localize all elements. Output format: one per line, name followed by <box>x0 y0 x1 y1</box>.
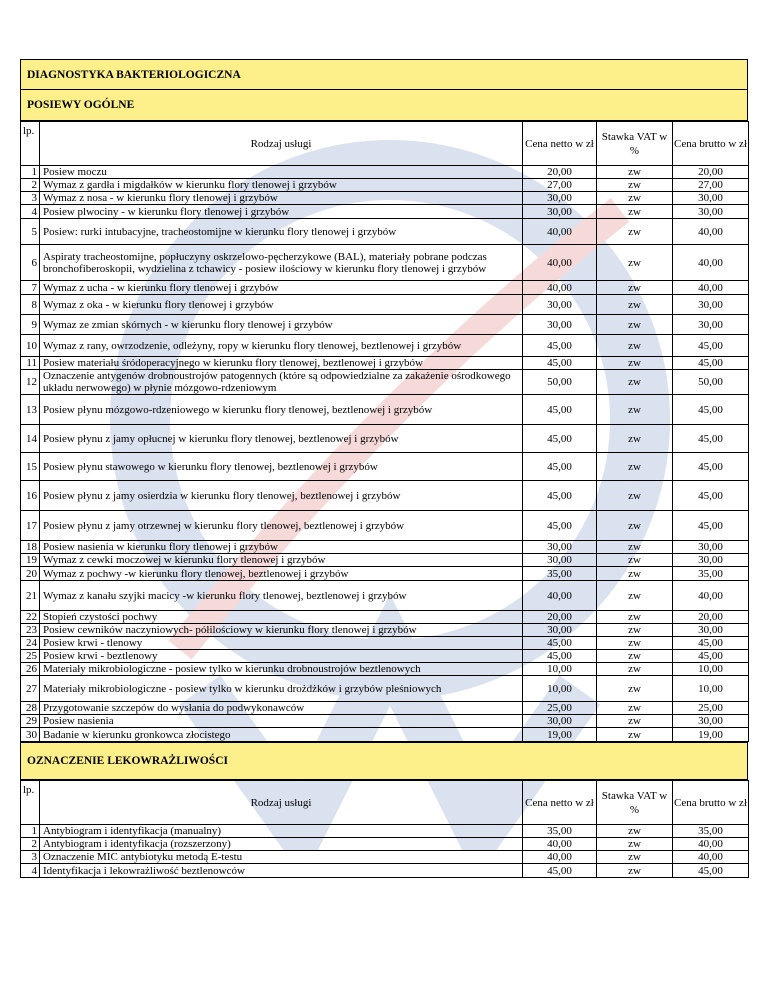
table-header-2 <box>21 781 749 825</box>
service-name: Wymaz z cewki moczowej w kierunku flory tlenowej i grzybów <box>40 554 523 567</box>
gross-price: 30,00 <box>673 192 749 205</box>
gross-price: 30,00 <box>673 295 749 315</box>
row-number: 2 <box>21 838 40 851</box>
table-row <box>21 567 749 581</box>
table-row <box>21 541 749 554</box>
net-price: 50,00 <box>523 370 597 395</box>
gross-price: 45,00 <box>673 425 749 453</box>
vat-rate: zw <box>597 370 673 395</box>
service-name: Posiew moczu <box>40 166 523 179</box>
row-number: 6 <box>21 245 40 281</box>
vat-rate: zw <box>597 702 673 715</box>
net-price: 10,00 <box>523 676 597 702</box>
section-title: DIAGNOSTYKA BAKTERIOLOGICZNA <box>20 59 748 90</box>
gross-price: 35,00 <box>673 567 749 581</box>
vat-rate: zw <box>597 245 673 281</box>
gross-price: 35,00 <box>673 825 749 838</box>
table-row <box>21 192 749 205</box>
vat-rate: zw <box>597 611 673 624</box>
vat-rate: zw <box>597 205 673 219</box>
table-row <box>21 219 749 245</box>
row-number: 1 <box>21 166 40 179</box>
row-number: 28 <box>21 702 40 715</box>
service-name: Posiew materiału śródoperacyjnego w kierunku flory tlenowej, beztlenowej i grzybów <box>40 357 523 370</box>
net-price: 45,00 <box>523 637 597 650</box>
table-row <box>21 851 749 864</box>
row-number: 18 <box>21 541 40 554</box>
table-row <box>21 281 749 295</box>
gross-price: 45,00 <box>673 864 749 878</box>
vat-rate: zw <box>597 650 673 663</box>
net-price: 45,00 <box>523 335 597 357</box>
vat-rate: zw <box>597 676 673 702</box>
vat-rate: zw <box>597 825 673 838</box>
row-number: 25 <box>21 650 40 663</box>
header-lp: lp. <box>21 122 40 166</box>
table-row <box>21 357 749 370</box>
table-row <box>21 481 749 511</box>
gross-price: 40,00 <box>673 245 749 281</box>
table-row <box>21 511 749 541</box>
header-vat: Stawka VAT w % <box>597 122 673 166</box>
net-price: 27,00 <box>523 179 597 192</box>
gross-price: 45,00 <box>673 357 749 370</box>
row-number: 17 <box>21 511 40 541</box>
gross-price: 10,00 <box>673 663 749 676</box>
service-name: Materiały mikrobiologiczne - posiew tylko w kierunku drożdżków i grzybów pleśniowych <box>40 676 523 702</box>
vat-rate: zw <box>597 335 673 357</box>
row-number: 5 <box>21 219 40 245</box>
gross-price: 45,00 <box>673 650 749 663</box>
table-row <box>21 335 749 357</box>
row-number: 20 <box>21 567 40 581</box>
vat-rate: zw <box>597 295 673 315</box>
table-header <box>21 122 749 166</box>
header-service: Rodzaj usługi <box>40 122 523 166</box>
row-number: 12 <box>21 370 40 395</box>
gross-price: 40,00 <box>673 581 749 611</box>
vat-rate: zw <box>597 511 673 541</box>
price-table-2 <box>20 780 749 878</box>
table-row <box>21 825 749 838</box>
vat-rate: zw <box>597 567 673 581</box>
vat-rate: zw <box>597 481 673 511</box>
vat-rate: zw <box>597 864 673 878</box>
net-price: 45,00 <box>523 481 597 511</box>
service-name: Oznaczenie antygenów drobnoustrojów patogennych (które są odpowiedzialne za zakażenie ośrodkowego układu nerwowego) w płynie mózgowo-rdzeniowym <box>40 370 523 395</box>
gross-price: 25,00 <box>673 702 749 715</box>
service-name: Posiew krwi - tlenowy <box>40 637 523 650</box>
net-price: 30,00 <box>523 715 597 728</box>
vat-rate: zw <box>597 838 673 851</box>
table-row <box>21 453 749 481</box>
gross-price: 20,00 <box>673 166 749 179</box>
table-row <box>21 715 749 728</box>
row-number: 4 <box>21 864 40 878</box>
service-name: Materiały mikrobiologiczne - posiew tylko w kierunku drobnoustrojów beztlenowych <box>40 663 523 676</box>
vat-rate: zw <box>597 179 673 192</box>
table-row <box>21 838 749 851</box>
service-name: Wymaz z oka - w kierunku flory tlenowej i grzybów <box>40 295 523 315</box>
gross-price: 30,00 <box>673 624 749 637</box>
row-number: 2 <box>21 179 40 192</box>
row-number: 30 <box>21 728 40 742</box>
net-price: 30,00 <box>523 295 597 315</box>
net-price: 20,00 <box>523 611 597 624</box>
table-row <box>21 624 749 637</box>
service-name: Posiew płynu z jamy osierdzia w kierunku flory tlenowej, beztlenowej i grzybów <box>40 481 523 511</box>
table-row <box>21 554 749 567</box>
net-price: 19,00 <box>523 728 597 742</box>
gross-price: 40,00 <box>673 281 749 295</box>
vat-rate: zw <box>597 219 673 245</box>
row-number: 19 <box>21 554 40 567</box>
vat-rate: zw <box>597 281 673 295</box>
service-name: Antybiogram i identyfikacja (manualny) <box>40 825 523 838</box>
gross-price: 20,00 <box>673 611 749 624</box>
service-name: Wymaz z rany, owrzodzenie, odleżyny, ropy w kierunku flory tlenowej, beztlenowej i grzybów <box>40 335 523 357</box>
net-price: 40,00 <box>523 219 597 245</box>
gross-price: 30,00 <box>673 715 749 728</box>
table-row <box>21 581 749 611</box>
gross-price: 40,00 <box>673 851 749 864</box>
service-name: Wymaz z ucha - w kierunku flory tlenowej i grzybów <box>40 281 523 295</box>
net-price: 30,00 <box>523 205 597 219</box>
gross-price: 30,00 <box>673 205 749 219</box>
vat-rate: zw <box>597 637 673 650</box>
row-number: 9 <box>21 315 40 335</box>
service-name: Posiew nasienia w kierunku flory tlenowej i grzybów <box>40 541 523 554</box>
net-price: 30,00 <box>523 624 597 637</box>
gross-price: 40,00 <box>673 838 749 851</box>
service-name: Identyfikacja i lekowrażliwość beztlenowców <box>40 864 523 878</box>
service-name: Posiew: rurki intubacyjne, tracheostomijne w kierunku flory tlenowej i grzybów <box>40 219 523 245</box>
vat-rate: zw <box>597 624 673 637</box>
service-name: Badanie w kierunku gronkowca złocistego <box>40 728 523 742</box>
row-number: 14 <box>21 425 40 453</box>
net-price: 40,00 <box>523 581 597 611</box>
net-price: 30,00 <box>523 554 597 567</box>
service-name: Aspiraty tracheostomijne, popłuczyny oskrzelowo-pęcherzykowe (BAL), materiały pobrane podczas bronchofiberoskopii, wydzielina z tchawicy - posiew ilościowy w kierunku flory tlenowej i grzybów <box>40 245 523 281</box>
row-number: 27 <box>21 676 40 702</box>
row-number: 16 <box>21 481 40 511</box>
net-price: 45,00 <box>523 864 597 878</box>
gross-price: 40,00 <box>673 219 749 245</box>
table-row <box>21 245 749 281</box>
service-name: Wymaz z gardła i migdałków w kierunku flory tlenowej i grzybów <box>40 179 523 192</box>
row-number: 11 <box>21 357 40 370</box>
net-price: 45,00 <box>523 511 597 541</box>
gross-price: 45,00 <box>673 335 749 357</box>
table-row <box>21 425 749 453</box>
vat-rate: zw <box>597 715 673 728</box>
net-price: 35,00 <box>523 567 597 581</box>
table-row <box>21 676 749 702</box>
gross-price: 27,00 <box>673 179 749 192</box>
net-price: 30,00 <box>523 315 597 335</box>
row-number: 21 <box>21 581 40 611</box>
row-number: 22 <box>21 611 40 624</box>
header-net: Cena netto w zł <box>523 122 597 166</box>
service-name: Stopień czystości pochwy <box>40 611 523 624</box>
table-row <box>21 295 749 315</box>
row-number: 7 <box>21 281 40 295</box>
header-gross: Cena brutto w zł <box>673 122 749 166</box>
net-price: 40,00 <box>523 851 597 864</box>
table-row <box>21 395 749 425</box>
service-name: Antybiogram i identyfikacja (rozszerzony) <box>40 838 523 851</box>
gross-price: 45,00 <box>673 637 749 650</box>
net-price: 40,00 <box>523 281 597 295</box>
header-gross: Cena brutto w zł <box>673 781 749 825</box>
table-row <box>21 663 749 676</box>
row-number: 26 <box>21 663 40 676</box>
vat-rate: zw <box>597 315 673 335</box>
vat-rate: zw <box>597 425 673 453</box>
table-row <box>21 864 749 878</box>
table-row <box>21 611 749 624</box>
row-number: 29 <box>21 715 40 728</box>
service-name: Posiew płynu mózgowo-rdzeniowego w kierunku flory tlenowej, beztlenowej i grzybów <box>40 395 523 425</box>
table-row <box>21 702 749 715</box>
net-price: 45,00 <box>523 650 597 663</box>
row-number: 3 <box>21 192 40 205</box>
net-price: 25,00 <box>523 702 597 715</box>
price-table <box>20 121 749 742</box>
gross-price: 30,00 <box>673 315 749 335</box>
service-name: Posiew plwociny - w kierunku flory tlenowej i grzybów <box>40 205 523 219</box>
table-row <box>21 728 749 742</box>
vat-rate: zw <box>597 554 673 567</box>
row-number: 13 <box>21 395 40 425</box>
price-list <box>20 59 748 878</box>
row-number: 23 <box>21 624 40 637</box>
table-row <box>21 637 749 650</box>
row-number: 10 <box>21 335 40 357</box>
net-price: 40,00 <box>523 245 597 281</box>
vat-rate: zw <box>597 851 673 864</box>
service-name: Wymaz z nosa - w kierunku flory tlenowej i grzybów <box>40 192 523 205</box>
gross-price: 30,00 <box>673 554 749 567</box>
service-name: Posiew płynu z jamy opłucnej w kierunku flory tlenowej, beztlenowej i grzybów <box>40 425 523 453</box>
net-price: 30,00 <box>523 541 597 554</box>
net-price: 40,00 <box>523 838 597 851</box>
second-section-title: OZNACZENIE LEKOWRAŻLIWOŚCI <box>20 742 748 780</box>
vat-rate: zw <box>597 663 673 676</box>
header-net: Cena netto w zł <box>523 781 597 825</box>
vat-rate: zw <box>597 728 673 742</box>
gross-price: 45,00 <box>673 453 749 481</box>
service-name: Oznaczenie MIC antybiotyku metodą E-testu <box>40 851 523 864</box>
row-number: 8 <box>21 295 40 315</box>
vat-rate: zw <box>597 357 673 370</box>
row-number: 3 <box>21 851 40 864</box>
row-number: 4 <box>21 205 40 219</box>
service-name: Posiew płynu stawowego w kierunku flory tlenowej, beztlenowej i grzybów <box>40 453 523 481</box>
table-row <box>21 650 749 663</box>
net-price: 20,00 <box>523 166 597 179</box>
gross-price: 50,00 <box>673 370 749 395</box>
net-price: 35,00 <box>523 825 597 838</box>
table-row <box>21 205 749 219</box>
net-price: 30,00 <box>523 192 597 205</box>
gross-price: 10,00 <box>673 676 749 702</box>
row-number: 15 <box>21 453 40 481</box>
header-lp: lp. <box>21 781 40 825</box>
row-number: 24 <box>21 637 40 650</box>
vat-rate: zw <box>597 192 673 205</box>
table-row <box>21 166 749 179</box>
net-price: 10,00 <box>523 663 597 676</box>
gross-price: 45,00 <box>673 481 749 511</box>
table-row <box>21 315 749 335</box>
net-price: 45,00 <box>523 357 597 370</box>
header-service: Rodzaj usługi <box>40 781 523 825</box>
service-name: Przygotowanie szczepów do wysłania do podwykonawców <box>40 702 523 715</box>
service-name: Wymaz z kanału szyjki macicy -w kierunku flory tlenowej, beztlenowej i grzybów <box>40 581 523 611</box>
gross-price: 19,00 <box>673 728 749 742</box>
table-row <box>21 179 749 192</box>
gross-price: 45,00 <box>673 395 749 425</box>
vat-rate: zw <box>597 541 673 554</box>
service-name: Wymaz ze zmian skórnych - w kierunku flory tlenowej i grzybów <box>40 315 523 335</box>
vat-rate: zw <box>597 395 673 425</box>
net-price: 45,00 <box>523 453 597 481</box>
service-name: Wymaz z pochwy -w kierunku flory tlenowej, beztlenowej i grzybów <box>40 567 523 581</box>
service-name: Posiew krwi - beztlenowy <box>40 650 523 663</box>
service-name: Posiew płynu z jamy otrzewnej w kierunku flory tlenowej, beztlenowej i grzybów <box>40 511 523 541</box>
row-number: 1 <box>21 825 40 838</box>
subsection-title: POSIEWY OGÓLNE <box>20 90 748 121</box>
gross-price: 45,00 <box>673 511 749 541</box>
gross-price: 30,00 <box>673 541 749 554</box>
header-vat: Stawka VAT w % <box>597 781 673 825</box>
table-row <box>21 370 749 395</box>
net-price: 45,00 <box>523 425 597 453</box>
service-name: Posiew nasienia <box>40 715 523 728</box>
service-name: Posiew cewników naczyniowych- półilościowy w kierunku flory tlenowej i grzybów <box>40 624 523 637</box>
vat-rate: zw <box>597 453 673 481</box>
net-price: 45,00 <box>523 395 597 425</box>
vat-rate: zw <box>597 581 673 611</box>
vat-rate: zw <box>597 166 673 179</box>
